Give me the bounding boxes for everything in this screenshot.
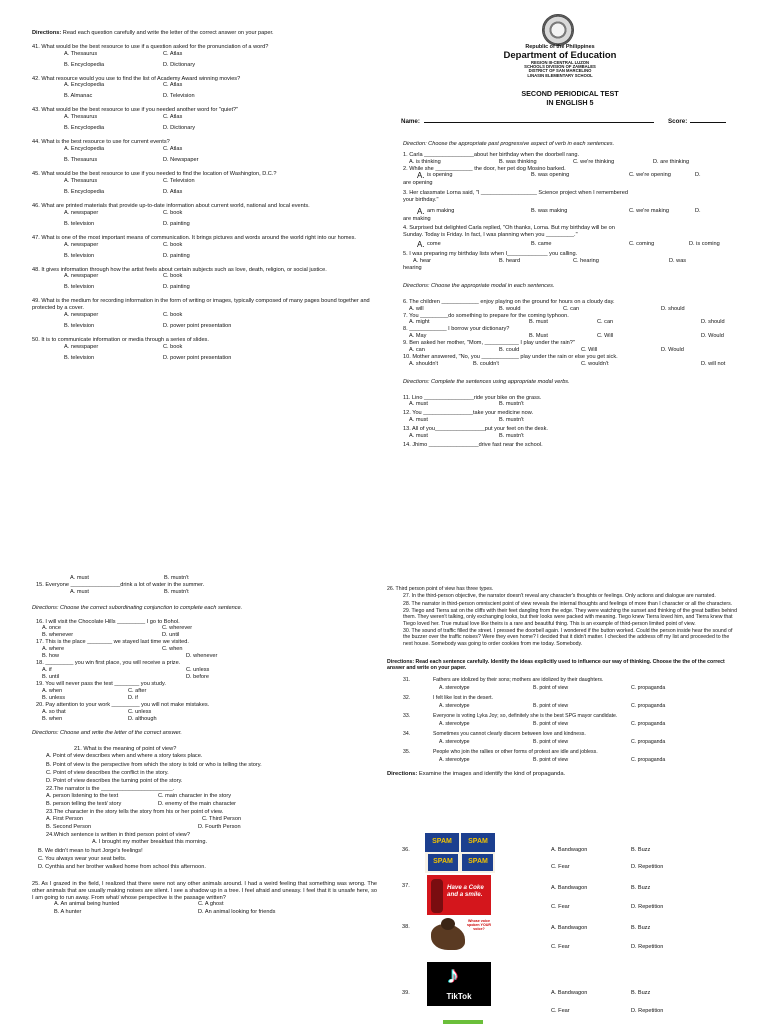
propaganda-section bbox=[387, 830, 739, 1024]
stereotype-item bbox=[387, 713, 739, 721]
options-3: A. am making B. was making C. we're making D. bbox=[417, 206, 701, 216]
spam-image: SPAM SPAM SPAM SPAM bbox=[425, 833, 495, 873]
question-28: 28. The narrator in third-person omniscient point of view reveals the internal thoughts and feelings of more than I character or all the characters. bbox=[403, 600, 733, 607]
options-row bbox=[32, 146, 372, 153]
stereotype-list bbox=[387, 677, 739, 764]
answer-option: C. propaganda bbox=[631, 720, 666, 727]
question-3: 3. Her classmate Lorna said, "I __________________ Science project when I remembered bbox=[403, 190, 628, 197]
option-c: C. Fear bbox=[551, 864, 570, 870]
options-25a: A. An animal being hunted C. A ghost bbox=[54, 901, 224, 908]
question-4: 4. Surprised but delighted Carla replied, "Oh thanks, Lorna. But my birthday will be on bbox=[403, 224, 615, 231]
options-8: A. May B. Must C. Will D. Would bbox=[409, 333, 724, 340]
question-26: 26. Third person point of view has three types. bbox=[387, 586, 494, 592]
options-row bbox=[32, 355, 372, 362]
answer-option: B. point of view bbox=[533, 702, 569, 709]
option-5-wrap: hearing bbox=[403, 265, 422, 272]
answer-option: A. newspaper bbox=[64, 273, 99, 280]
answer-option: D. Television bbox=[163, 93, 195, 100]
question-2: 2. While she ____________ the door, her pet dog Mosino barked. bbox=[403, 165, 566, 172]
item-text: Fathers are idolized by their sons; mothers are idolized by their daughters. bbox=[433, 676, 604, 683]
options-row bbox=[32, 62, 372, 69]
item-number: 38. bbox=[402, 924, 410, 930]
options-22b: B. person telling the text/ story D. enemy of the main character bbox=[46, 800, 237, 807]
question-block bbox=[32, 267, 372, 292]
answer-option: D. Dictionary bbox=[163, 61, 196, 68]
option-b: B. Buzz bbox=[631, 925, 651, 931]
direction-3: Directions: Complete the sentences using appropriate modal verbs. bbox=[403, 378, 570, 385]
options-row bbox=[387, 721, 739, 728]
item-number: 35. bbox=[403, 748, 411, 755]
question-10: 10. Mother answered, "No, you ____________ play under the rain or else you get sick. bbox=[403, 354, 618, 360]
answer-option: C. book bbox=[163, 273, 183, 280]
options-19b: B. unless D. if bbox=[42, 694, 138, 701]
answer-option: A. stereotype bbox=[439, 738, 470, 745]
answer-option: D. Newspaper bbox=[163, 157, 199, 164]
options-row bbox=[32, 125, 372, 132]
question-text: 48. It gives information through how the artist feels about certain subjects such as love, death, religion, or social justice. bbox=[32, 266, 327, 273]
option-d: D. Repetition bbox=[631, 1008, 664, 1014]
option-a: A. Bandwagon bbox=[551, 847, 588, 853]
option-c: C. Fear bbox=[551, 1008, 570, 1014]
options-row bbox=[32, 93, 372, 100]
question-5: 5. I was preparing my birthday lists when I_____________ you calling. bbox=[403, 251, 578, 258]
option-b: B. Buzz bbox=[631, 990, 651, 996]
options-row bbox=[32, 178, 372, 185]
answer-option: D. power point presentation bbox=[163, 354, 232, 361]
answer-option: A. stereotype bbox=[439, 756, 470, 763]
option-b: B. Buzz bbox=[631, 847, 651, 853]
stereotype-item bbox=[387, 731, 739, 739]
options-row bbox=[387, 703, 739, 710]
answer-option: D. painting bbox=[163, 220, 190, 227]
answer-option: C. Atlas bbox=[163, 146, 183, 153]
direction-ideas: Directions: Read each sentence carefully. Identify the ideas explicitly used to influence our way of thinking. Choose the the of the correct answer and write on your paper. bbox=[387, 659, 725, 672]
question-12: 12. You ________________take your medicine now. bbox=[403, 410, 534, 417]
question-21: 21. What is the meaning of point of view? bbox=[74, 745, 177, 752]
question-16: 16. I will visit the Chocolate Hills _________ I go to Bohol. bbox=[36, 618, 180, 625]
page2-left-column bbox=[32, 575, 377, 1024]
question-23: 23.The character in the story tells the story from his or her point of view. bbox=[46, 808, 224, 815]
school-header: Republic of the Philippines Department of Education REGION III-CENTRAL LUZON SCHOOLS DIVISION OF ZAMBALES DISTRICT OF SAN MARCELINO LINASIN ELEMENTARY SCHOOL bbox=[503, 44, 617, 78]
answer-option: A. stereotype bbox=[439, 702, 470, 709]
options-row bbox=[32, 312, 372, 319]
answer-option: C. book bbox=[163, 241, 183, 248]
question-8: 8. ____________ I borrow your dictionary? bbox=[403, 326, 510, 333]
answer-option: C. Atlas bbox=[163, 114, 183, 121]
answer-option: B. television bbox=[64, 252, 95, 259]
question-3b: your birthday." bbox=[403, 197, 439, 204]
answer-option: A. newspaper bbox=[64, 209, 99, 216]
options-row bbox=[32, 344, 372, 351]
voice-poster-image: Whose voice spoken YOUR voice? bbox=[427, 916, 491, 956]
answer-option: D. Atlas bbox=[163, 188, 183, 195]
options-row bbox=[387, 757, 739, 764]
answer-option: A. stereotype bbox=[439, 720, 470, 727]
answer-option: B. Thesaurus bbox=[64, 157, 98, 164]
options-23a: A. First Person C. Third Person bbox=[46, 815, 242, 822]
question-block bbox=[32, 337, 372, 362]
page1-left-column bbox=[32, 30, 372, 450]
question-block bbox=[32, 298, 372, 330]
answer-option: D. painting bbox=[163, 284, 190, 291]
options-7: A. might B. must C. can D. should bbox=[409, 319, 725, 326]
question-14: 14. Jhimo ________________drive fast near the school. bbox=[403, 442, 543, 449]
options-13: A. must B. mustn't bbox=[409, 433, 524, 440]
answer-option: C. propaganda bbox=[631, 702, 666, 709]
options-14: A. must B. mustn't bbox=[70, 575, 189, 581]
direction-write: Directions: Choose and write the letter of the correct answer. bbox=[32, 729, 182, 736]
options-18b: B. until D. before bbox=[42, 674, 210, 681]
options-25b: B. A hunter D. An animal looking for friends bbox=[54, 909, 276, 916]
answer-option: A. Thesaurus bbox=[64, 50, 98, 57]
stereotype-item bbox=[387, 749, 739, 757]
answer-option: D. Dictionary bbox=[163, 125, 196, 132]
answer-option: C. propaganda bbox=[631, 738, 666, 745]
question-20: 20. Pay attention to your work _________ you will not make mistakes. bbox=[36, 701, 210, 708]
options-23b: B. Second Person D. Fourth Person bbox=[46, 823, 241, 830]
answer-option: A. Thesaurus bbox=[64, 114, 98, 121]
options-4: A. come B. came C. coming D. is coming bbox=[417, 240, 720, 250]
options-6: A. will B. would C. can D. should bbox=[409, 305, 685, 312]
answer-option: A. stereotype bbox=[439, 684, 470, 691]
page1-right-column bbox=[403, 141, 743, 521]
question-4b: Sunday. Today is Friday. In fact, I was planning when you _________." bbox=[403, 231, 578, 238]
direction-1: Direction: Choose the appropriate past progressive aspect of verb in each sentences. bbox=[403, 141, 615, 147]
item-number: 33. bbox=[403, 712, 411, 719]
question-block bbox=[32, 203, 372, 228]
options-row bbox=[32, 242, 372, 249]
options-row bbox=[32, 82, 372, 89]
answer-option: B. Encyclopedia bbox=[64, 125, 105, 132]
answer-option: A. Encyclopedia bbox=[64, 82, 105, 89]
item-number: 34. bbox=[403, 730, 411, 737]
answer-option: B. point of view bbox=[533, 720, 569, 727]
options-10: A. shouldn't B. couldn't C. wouldn't D. will not bbox=[409, 360, 726, 367]
direction-subordinating: Directions: Choose the correct subordinating conjunction to complete each sentence. bbox=[32, 604, 243, 611]
options-15: A. must B. mustn't bbox=[70, 588, 189, 595]
question-text: 44. What is the best resource to use for current events? bbox=[32, 139, 170, 146]
options-20b: B. when D. although bbox=[42, 715, 157, 722]
answer-option: B. television bbox=[64, 354, 95, 361]
answer-option: B. point of view bbox=[533, 738, 569, 745]
item-text: Everyone is voting Lyka Joy; so, definitely she is the best SPG mayor candidate. bbox=[433, 712, 618, 719]
option-2-wrap: are opening bbox=[403, 180, 433, 187]
question-text: 46. What are printed materials that provide up-to-date information about current world, national and local events. bbox=[32, 202, 310, 209]
answer-option: C. Atlas bbox=[163, 50, 183, 57]
options-row bbox=[32, 157, 372, 164]
options-5: A. hear B. heard C. hearing D. was bbox=[413, 258, 687, 265]
direction-images: Directions: Examine the images and identify the kind of propaganda. bbox=[387, 770, 566, 777]
item-number: 37. bbox=[402, 883, 410, 889]
option-c: C. Fear bbox=[551, 944, 570, 950]
answer-option: B. Almanac bbox=[64, 93, 93, 100]
stereotype-item bbox=[387, 677, 739, 685]
question-block bbox=[32, 235, 372, 260]
options-12: A. must B. mustn't bbox=[409, 417, 524, 424]
item-number: 31. bbox=[403, 676, 411, 683]
question-19: 19. You will never pass the test ________ you study. bbox=[36, 681, 166, 688]
item-number: 36. bbox=[402, 847, 410, 853]
question-text: 41. What would be the best resource to use if a question asked for the pronunciation of a word? bbox=[32, 43, 269, 50]
test-title: SECOND PERIODICAL TEST IN ENGLISH 5 bbox=[521, 89, 619, 107]
options-22a: A. person listening to the text C. main character in the story bbox=[46, 792, 232, 799]
options-17a: A. where C. when bbox=[42, 646, 183, 653]
options-11: A. must B. mustn't bbox=[409, 401, 524, 408]
question-text: 43. What would be the best resource to use if you needed another word for "quiet?" bbox=[32, 107, 239, 114]
answer-option: D. power point presentation bbox=[163, 322, 232, 329]
question-30: 30. The sound of traffic filled the street. I pressed the doorbell again. I wondered if the button worked. Could the person inside hear the sound of the buzzer over the traffic noises? Were they even home? I decided that it didn't matter. I checked the address off my list and proceeded to the next house. Somebody was going to order cookies from me today. Somebody. bbox=[403, 628, 733, 647]
option-a: A. Bandwagon bbox=[551, 925, 588, 931]
options-16a: A. once C. wherever bbox=[42, 625, 193, 632]
options-19a: A. when C. after bbox=[42, 687, 147, 694]
answer-option: C. book bbox=[163, 209, 183, 216]
question-17: 17. This is the place ________ we stayed last time we visited. bbox=[36, 639, 189, 646]
answer-option: A. newspaper bbox=[64, 343, 99, 350]
options-row bbox=[32, 284, 372, 291]
option-b: B. Buzz bbox=[631, 885, 651, 891]
options-row bbox=[32, 221, 372, 228]
question-9: 9. Ben asked her mother, "Mom, ___________ I play under the rain?" bbox=[403, 340, 575, 347]
answer-option: B. television bbox=[64, 284, 95, 291]
option-d: D. Repetition bbox=[631, 904, 664, 910]
tiktok-image: ♪ TikTok bbox=[427, 962, 491, 1006]
answer-option: A. newspaper bbox=[64, 311, 99, 318]
question-block bbox=[32, 139, 372, 164]
answer-option: B. television bbox=[64, 220, 95, 227]
coke-image: Have a Coke and a smile. bbox=[427, 875, 491, 915]
score-field[interactable]: Score: bbox=[668, 118, 726, 126]
answer-option: A. Thesaurus bbox=[64, 177, 98, 184]
answer-option: B. point of view bbox=[533, 684, 569, 691]
option-a: A. Bandwagon bbox=[551, 885, 588, 891]
answer-option: C. propaganda bbox=[631, 684, 666, 691]
question-block bbox=[32, 107, 372, 132]
next-image-fragment bbox=[443, 1020, 483, 1024]
options-row bbox=[32, 273, 372, 280]
options-16b: B. whenever D. until bbox=[42, 632, 180, 639]
deped-seal-icon bbox=[542, 14, 574, 46]
question-1: 1. Carla ________________about her birthday when the doorbell rang. bbox=[403, 151, 580, 158]
options-18a: A. if C. unless bbox=[42, 667, 210, 674]
question-27: 27. In the third-person objective, the narrator doesn't reveal any character's thoughts or feelings. Only actions and dialogue are narrated. bbox=[403, 593, 716, 600]
question-22: 22.The narrator is the _______________________. bbox=[46, 785, 175, 792]
question-list bbox=[32, 44, 372, 362]
option-c: C. Fear bbox=[551, 904, 570, 910]
option-d: D. Repetition bbox=[631, 944, 664, 950]
options-9: A. can B. could C. Will D. Would bbox=[409, 347, 684, 353]
direction-2: Directions: Choose the appropriate modal in each sentences. bbox=[403, 282, 555, 289]
question-block bbox=[32, 171, 372, 196]
answer-option: B. Encyclopedia bbox=[64, 61, 105, 68]
question-text: 49. What is the medium for recording information in the form of writing or images, typically composed of many pages bound together and protected by a cover. bbox=[32, 298, 370, 312]
question-18: 18. _________ you win first place, you will receive a prize. bbox=[36, 660, 181, 667]
answer-option: A. newspaper bbox=[64, 241, 99, 248]
options-24: A. I brought my mother breakfast this morning. B. We didn't mean to hurt Jorge's feelings! C. You always wear your seat belts. D. Cynthia and her brother walked home from school this afternoon. bbox=[38, 839, 208, 871]
question-15: 15. Everyone ________________drink a lot of water in the summer. bbox=[36, 582, 205, 588]
options-2: A. is opening B. was opening C. we're opening D. bbox=[417, 171, 701, 181]
item-text: Sometimes you cannot clearly discern between love and kindness. bbox=[433, 730, 586, 737]
answer-option: B. Encyclopedia bbox=[64, 188, 105, 195]
answer-option: B. television bbox=[64, 322, 95, 329]
question-25: 25. As I grazed in the field, I realized that there were not any other animals around. I had a weird feeling that something was wrong. The other animals that are usually making noises are silent. I see a shadow up in a tree. I feel afraid and uneasy. I feel that it is unsafe here, so I am going to run away. From what/ whose perspective is the passage written? bbox=[32, 880, 377, 901]
question-6: 6. The children ____________ enjoy playing on the ground for hours on a cloudy day. bbox=[403, 298, 615, 305]
name-field[interactable]: Name: bbox=[401, 118, 654, 126]
options-row bbox=[387, 685, 739, 692]
answer-option: C. book bbox=[163, 311, 183, 318]
option-d: D. Repetition bbox=[631, 864, 664, 870]
options-20a: A. so that C. unless bbox=[42, 708, 152, 715]
answer-option: D. painting bbox=[163, 252, 190, 259]
options-17b: B. how D. whenever bbox=[42, 653, 218, 660]
options-1: A. is thinking B. was thinking C. we're thinking D. are thinking bbox=[409, 158, 690, 165]
answer-option: B. point of view bbox=[533, 756, 569, 763]
options-row bbox=[32, 323, 372, 330]
item-number: 39. bbox=[402, 990, 410, 996]
question-text: 50. It is to communicate information or media through a series of slides. bbox=[32, 336, 209, 343]
directions-line: Directions: Read each question carefully and write the letter of the correct answer on your paper. bbox=[32, 30, 274, 36]
answer-option: C. propaganda bbox=[631, 756, 666, 763]
options-row bbox=[32, 114, 372, 121]
question-block bbox=[32, 76, 372, 101]
options-21: A. Point of view describes when and where a story takes place. B. Point of view is the perspective from which the story is told or who is telling the story. C. Point of view describes the conflict in the story. D. Point of view describes the turning point of the story. bbox=[46, 753, 262, 785]
options-row bbox=[387, 739, 739, 746]
answer-option: C. Television bbox=[163, 177, 195, 184]
question-text: 45. What would be the best resource to use if you needed to find the location of Washington, D.C.? bbox=[32, 171, 277, 178]
answer-option: A. Encyclopedia bbox=[64, 146, 105, 153]
question-text: 47. What is one of the most important means of communication. It brings pictures and words around the world right into our homes. bbox=[32, 234, 356, 241]
stereotype-item bbox=[387, 695, 739, 703]
question-text: 42. What resource would you use to find the list of Academy Award winning movies? bbox=[32, 75, 241, 82]
item-text: I felt like lost in the desert. bbox=[433, 694, 493, 701]
option-a: A. Bandwagon bbox=[551, 990, 588, 996]
options-row bbox=[32, 210, 372, 217]
answer-option: C. Atlas bbox=[163, 82, 183, 89]
answer-option: C. book bbox=[163, 343, 183, 350]
options-row bbox=[32, 51, 372, 58]
option-3-wrap: are making bbox=[403, 215, 431, 222]
question-24: 24.Which sentence is written in third person point of view? bbox=[46, 831, 190, 838]
question-block bbox=[32, 44, 372, 69]
question-13: 13. All of you________________put your feet on the desk. bbox=[403, 426, 548, 433]
options-row bbox=[32, 253, 372, 260]
question-7: 7. You _________do something to prepare for the coming typhoon. bbox=[403, 312, 569, 319]
question-29: 29. Tiego and Tierra sat on the cliffs with their feet dangling from the edge. They were watching the sunset and thinking of the great battles behind them. They weren't talking, only exchanging looks, but their looks were packed with meaning. Tiego knew Tierra loved him, and Tierra knew that Tiego loved her. True mutual love like theirs is a rare and beautiful thing. This is an example of third-person limited point of view. bbox=[403, 608, 738, 627]
item-text: People who join the rallies or other forms of protest are idle and jobless. bbox=[433, 748, 598, 755]
options-row bbox=[32, 189, 372, 196]
question-11: 11. Lino ________________ride your bike on the grass. bbox=[403, 394, 542, 401]
item-number: 32. bbox=[403, 694, 411, 701]
